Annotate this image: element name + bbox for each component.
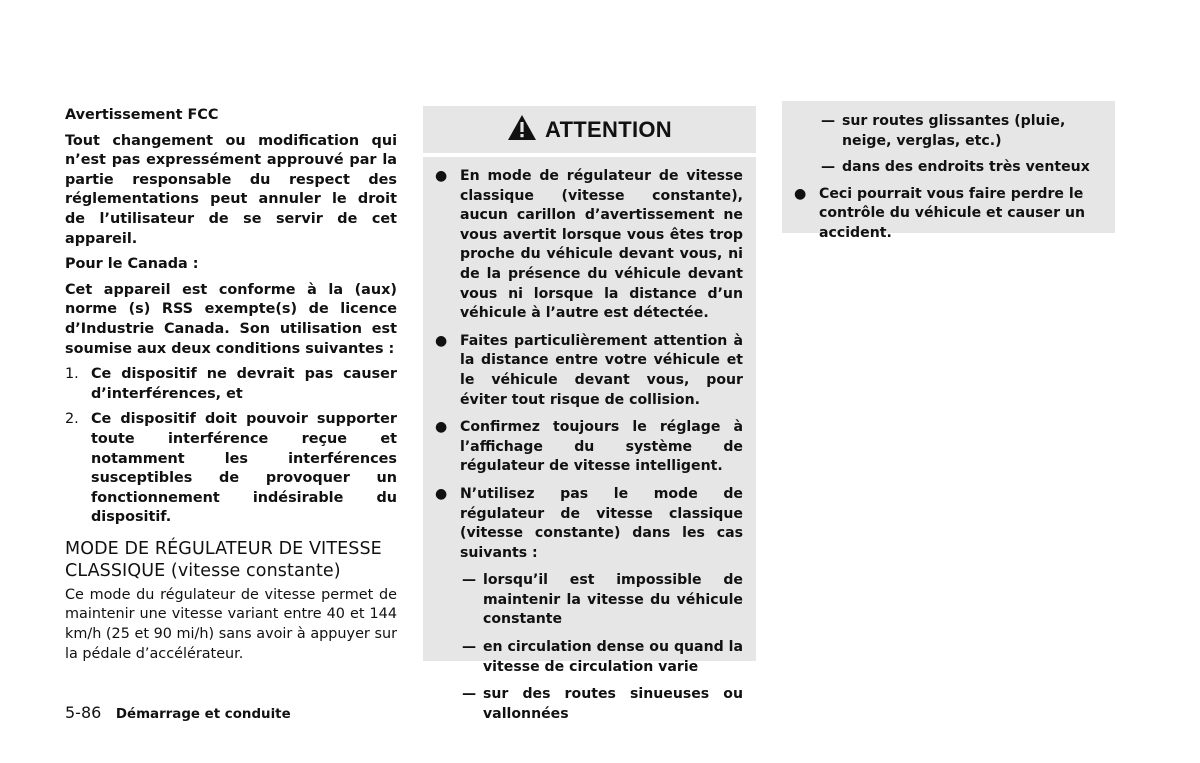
attention-bullet-text: Confirmez toujours le réglage à l’affichage du système de régulateur de vitesse intelligent. bbox=[460, 419, 743, 475]
fcc-text: Tout changement ou modification qui n’est pas expressément approuvé par la partie responsable du respect des réglementations peut annuler le droit de l’utilisateur de se servir de cet appareil. bbox=[65, 132, 397, 247]
attention-bullet bbox=[435, 167, 743, 324]
bullet-icon: ● bbox=[794, 185, 807, 202]
continuation-bullet-text: Ceci pourrait vous faire perdre le contrôle du véhicule et causer un accident. bbox=[819, 185, 1086, 241]
section-heading-line2: CLASSIQUE (vitesse constante) bbox=[65, 560, 341, 581]
bullet-icon: ● bbox=[435, 168, 448, 184]
attention-body bbox=[423, 157, 756, 724]
attention-title: ATTENTION bbox=[545, 116, 672, 142]
bullet-icon: ● bbox=[435, 419, 448, 436]
attention-dash-text: en circulation dense ou quand la vitesse de circulation varie bbox=[483, 639, 743, 675]
page-number: 5-86 bbox=[65, 703, 102, 722]
attention-dash-text: lorsqu’il est impossible de maintenir la vitesse du véhicule constante bbox=[483, 572, 743, 628]
attention-box bbox=[423, 106, 756, 722]
attention-bullet-text: En mode de régulateur de vitesse classique (vitesse constante), aucun carillon d’avertissement ne vous avertit lorsque vous êtes trop proche du véhicule devant vous, ni de la présence du véhicule devant vous ni lorsque la distance d’un véhicule à l’autre est détectée. bbox=[460, 168, 743, 322]
continuation-dash-item bbox=[794, 112, 1095, 151]
condition-text: Ce dispositif ne devrait pas causer d’interférences, et bbox=[91, 366, 397, 402]
attention-dash-item bbox=[435, 571, 743, 630]
condition-number: 2. bbox=[65, 411, 79, 428]
attention-bullet-text: Faites particulièrement attention à la distance entre votre véhicule et le véhicule devant vous, pour éviter tout risque de collision. bbox=[460, 332, 743, 408]
bullet-icon: ● bbox=[435, 485, 448, 502]
continuation-bullet bbox=[794, 185, 1095, 244]
attention-dash-item bbox=[435, 685, 743, 724]
attention-bullet-text: N’utilisez pas le mode de régulateur de vitesse classique (vitesse constante) dans les cas suivants : bbox=[460, 485, 743, 561]
fcc-title: Avertissement FCC bbox=[65, 107, 219, 123]
attention-header bbox=[423, 106, 756, 157]
left-column bbox=[65, 106, 397, 664]
attention-bullet bbox=[435, 332, 743, 410]
attention-dash-text: sur des routes sinueuses ou vallonnées bbox=[483, 686, 743, 722]
section-heading-line1: MODE DE RÉGULATEUR DE VITESSE bbox=[65, 538, 382, 559]
dash-icon: — bbox=[821, 159, 836, 176]
canada-text: Cet appareil est conforme à la (aux) norme (s) RSS exempte(s) de licence d’Industrie Canada. Son utilisation est soumise aux deux conditions suivantes : bbox=[65, 281, 397, 357]
condition-number: 1. bbox=[65, 366, 79, 383]
section-heading bbox=[65, 538, 397, 582]
section-text: Ce mode du régulateur de vitesse permet de maintenir une vitesse variant entre 40 et 144 km/h (25 et 90 mi/h) sans avoir à appuyer sur la pédale d’accélérateur. bbox=[65, 586, 397, 662]
dash-icon: — bbox=[462, 572, 477, 589]
bullet-icon: ● bbox=[435, 332, 448, 349]
conditions-list bbox=[65, 365, 397, 528]
attention-continuation-box bbox=[782, 101, 1115, 241]
attention-bullet bbox=[435, 485, 743, 563]
continuation-body bbox=[782, 101, 1115, 244]
condition-text: Ce dispositif doit pouvoir supporter toute interférence reçue et notamment les interférences susceptibles de provoquer un fonctionnement indésirable du dispositif. bbox=[91, 411, 397, 526]
dash-icon: — bbox=[821, 113, 836, 129]
continuation-dash-text: sur routes glissantes (pluie, neige, verglas, etc.) bbox=[842, 113, 1066, 149]
condition-item bbox=[65, 365, 397, 404]
section-name: Démarrage et conduite bbox=[115, 707, 291, 722]
dash-icon: — bbox=[462, 639, 477, 656]
condition-item bbox=[65, 410, 397, 528]
canada-title: Pour le Canada : bbox=[65, 256, 199, 273]
dash-icon: — bbox=[462, 686, 477, 703]
continuation-dash-item bbox=[794, 158, 1095, 178]
attention-bullet bbox=[435, 418, 743, 477]
warning-triangle-icon bbox=[507, 114, 537, 145]
attention-dash-item bbox=[435, 638, 743, 677]
continuation-dash-text: dans des endroits très venteux bbox=[842, 159, 1090, 176]
page-footer bbox=[65, 703, 291, 725]
